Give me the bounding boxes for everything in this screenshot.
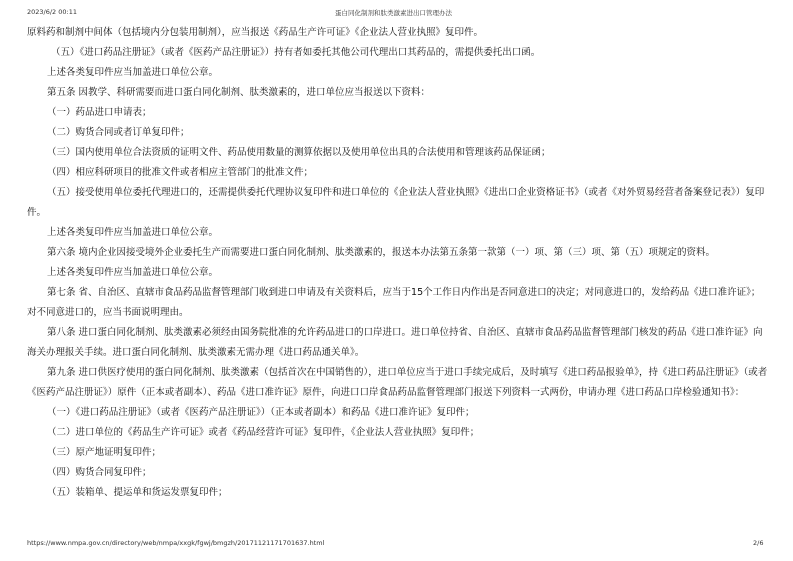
paragraph: （二）购货合同或者订单复印件；	[47, 127, 190, 138]
paragraph: （五）接受使用单位委托代理进口的，还需提供委托代理协议复印件和进口单位的《企业法人营业执照》《进出口企业资格证书》（或者《对外贸易经营者备案登记表》）复印件。	[27, 187, 765, 218]
paragraph: （一）《进口药品注册证》（或者《医药产品注册证》）（正本或者副本）和药品《进口准许证》复印件；	[47, 407, 475, 418]
paragraph: 上述各类复印件应当加盖进口单位公章。	[47, 227, 219, 238]
page-title: 蛋白同化制剂和肽类激素进出口管理办法	[335, 9, 452, 17]
paragraph: （二）进口单位的《药品生产许可证》或者《药品经营许可证》复印件，《企业法人营业执照》复印件；	[47, 427, 480, 438]
paragraph: （三）原产地证明复印件；	[47, 447, 162, 458]
paragraph: （五）装箱单、提运单和货运发票复印件；	[47, 487, 228, 498]
paragraph: 第六条 境内企业因接受境外企业委托生产而需要进口蛋白同化制剂、肽类激素的，报送本办法第五条第一款第（一）项、第（三）项、第（五）项规定的资料。	[47, 247, 716, 258]
paragraph: （四）相应科研项目的批准文件或者相应主管部门的批准文件；	[47, 167, 314, 178]
paragraph: 第七条 省、自治区、直辖市食品药品监督管理部门收到进口申请及有关资料后，应当于15个工作日内作出是否同意进口的决定；对同意进口的，发给药品《进口准许证》；对不同意进口的，应当书面说明理由。	[27, 287, 761, 318]
paragraph: （一）药品进口申请表；	[47, 107, 152, 118]
paragraph: 上述各类复印件应当加盖进口单位公章。	[47, 267, 219, 278]
paragraph: （三）国内使用单位合法资质的证明文件、药品使用数量的测算依据以及使用单位出具的合法使用和管理该药品保证函；	[47, 147, 551, 158]
paragraph: 第五条 因教学、科研需要而进口蛋白同化制剂、肽类激素的，进口单位应当报送以下资料：	[47, 87, 431, 98]
page-number: 2/6	[753, 539, 764, 547]
paragraph: 第八条 进口蛋白同化制剂、肽类激素必须经由国务院批准的允许药品进口的口岸进口。进口单位持省、自治区、直辖市食品药品监督管理部门核发的药品《进口准许证》向海关办理报关手续。进口蛋白同化制剂、肽类激素无需办理《进口药品通关单》。	[27, 327, 763, 358]
print-timestamp: 2023/6/2 00:11	[27, 8, 77, 16]
paragraph: （五）《进口药品注册证》（或者《医药产品注册证》）持有者如委托其他公司代理出口其药品的，需提供委托出口函。	[51, 47, 541, 58]
source-url: https://www.nmpa.gov.cn/directory/web/nmpa/xxgk/fgwj/bmgzh/20171121171701637.html	[27, 539, 325, 547]
paragraph: 第九条 进口供医疗使用的蛋白同化制剂、肽类激素（包括首次在中国销售的），进口单位应当于进口手续完成后，及时填写《进口药品报验单》，持《进口药品注册证》（或者《医药产品注册证》）原件（正本或者副本）、药品《进口准许证》原件，向进口口岸食品药品监督管理部门报送下列资料一式两份，申请办理《进口药品口岸检验通知书》：	[27, 367, 768, 398]
paragraph: 上述各类复印件应当加盖进口单位公章。	[47, 67, 219, 78]
document-body	[27, 23, 769, 503]
paragraph: （四）购货合同复印件；	[47, 467, 152, 478]
paragraph: 原料药和制剂中间体（包括境内分包装用制剂），应当报送《药品生产许可证》《企业法人营业执照》复印件。	[27, 27, 484, 38]
